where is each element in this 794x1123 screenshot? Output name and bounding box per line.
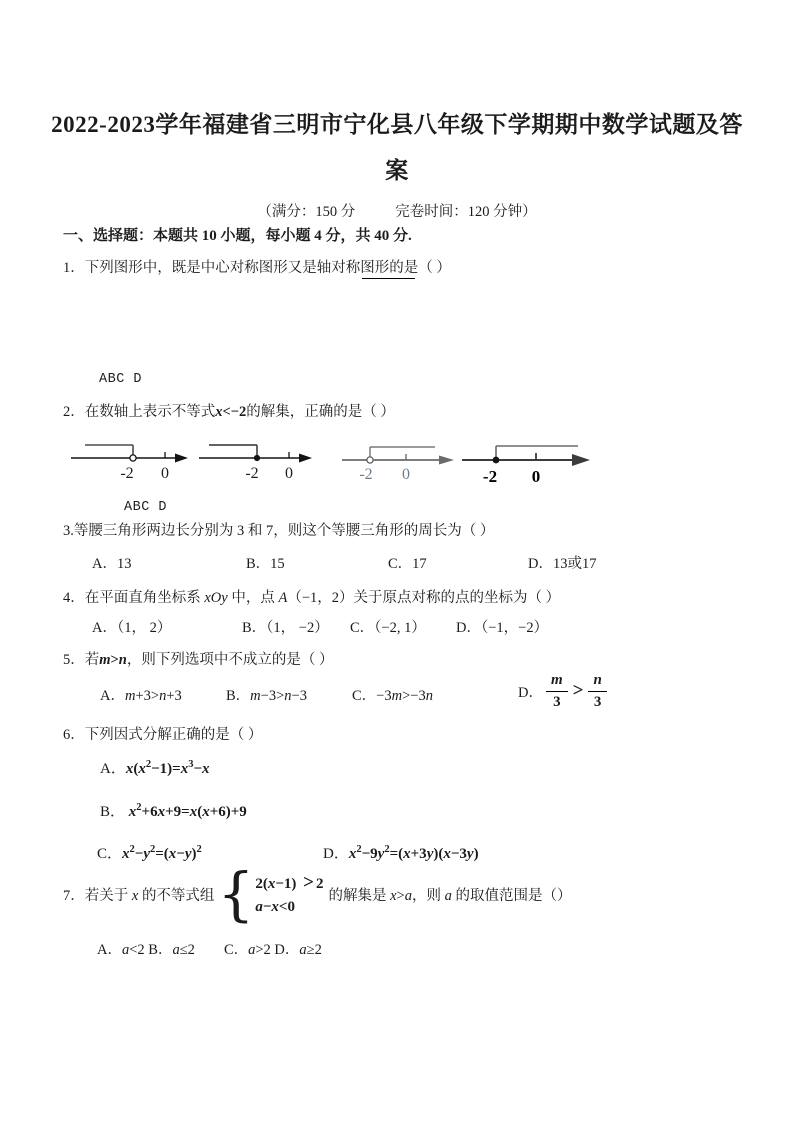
- question-6-text: 6．下列因式分解正确的是（ ）: [63, 727, 263, 743]
- q5-option-c: [352, 684, 433, 705]
- exam-title-line1: 2022-2023学年福建省三明市宁化县八年级下学期期中数学试题及答: [51, 112, 743, 137]
- formula-token: =(: [155, 846, 169, 862]
- axis-arrow: [299, 454, 312, 463]
- fraction: $\frac{m}{3}$: [546, 673, 568, 710]
- formula-token: m: [99, 652, 111, 668]
- formula-token: +6)+9: [209, 804, 247, 820]
- formula-token: ): [191, 846, 197, 862]
- q6-option-d: [323, 842, 479, 863]
- formula-token: m: [250, 688, 261, 704]
- formula-token: A．: [100, 761, 126, 777]
- formula-token: y: [377, 846, 385, 862]
- zero-label: 0: [402, 466, 410, 483]
- numberline-option-d: [460, 436, 594, 490]
- formula-token: +6: [141, 804, 158, 820]
- open-circle-endpoint: [130, 455, 136, 461]
- formula-token: x: [390, 887, 397, 904]
- open-circle-endpoint: [367, 457, 373, 463]
- formula-token: <2 B．: [129, 942, 173, 958]
- formula-token: n: [284, 688, 292, 704]
- formula-token: x: [138, 761, 146, 777]
- formula-token: xOy: [204, 590, 228, 606]
- q6-option-c: [97, 842, 202, 863]
- formula-token: x: [443, 846, 451, 862]
- formula-token: 2: [150, 844, 156, 855]
- q7-text-after: [328, 884, 571, 905]
- formula-token: a: [404, 887, 412, 904]
- formula-token: ，则下列选项中不成立的是（ ）: [126, 652, 334, 668]
- formula-token: C．−3: [352, 688, 392, 704]
- formula-token: −: [262, 899, 272, 915]
- question-3-text: 3.等腰三角形两边长分别为 3 和 7，则这个等腰三角形的周长为（ ）: [63, 523, 495, 539]
- formula-token: 2: [196, 844, 202, 855]
- formula-token: >: [396, 887, 405, 904]
- formula-token: −: [193, 761, 202, 777]
- question-2-text: [63, 400, 395, 421]
- full-score-label: （满分：150 分: [257, 204, 356, 220]
- formula-token: x: [267, 876, 276, 892]
- question-7: [63, 859, 572, 928]
- formula-token: n: [425, 688, 433, 704]
- formula-token: (: [133, 761, 139, 777]
- formula-token: 7．若关于: [63, 887, 132, 904]
- formula-token: B．: [100, 804, 129, 820]
- formula-token: x: [128, 804, 137, 820]
- formula-token: （−1，2）关于原点对称的点的坐标为（ ）: [287, 590, 561, 606]
- question-1-text: 1．下列图形中，既是中心对称图形又是轴对称图形的是（ ）: [63, 260, 451, 276]
- formula-token: −3: [291, 688, 307, 704]
- formula-token: x: [215, 404, 223, 420]
- q7-options-line: [97, 938, 322, 959]
- formula-token: 2: [384, 844, 390, 855]
- formula-token: 5．若: [63, 652, 100, 668]
- formula-token: a: [248, 942, 256, 958]
- formula-token: a: [255, 899, 263, 915]
- formula-token: <−2: [222, 404, 247, 420]
- q4-option-d: D．（−1，−2）: [456, 620, 549, 636]
- formula-token: −: [134, 846, 144, 862]
- formula-token: a: [299, 942, 307, 958]
- solid-dot-endpoint: [493, 457, 500, 464]
- formula-token: )(: [433, 846, 444, 862]
- formula-token: a: [172, 942, 180, 958]
- formula-token: x: [271, 899, 279, 915]
- formula-token: m: [124, 688, 136, 704]
- neg-two-label: -2: [245, 465, 259, 482]
- formula-token: x: [168, 846, 177, 862]
- formula-token: y: [143, 846, 150, 862]
- formula-token: B．: [226, 688, 251, 704]
- formula-token: 的不等式组: [138, 887, 215, 904]
- formula-token: 2: [315, 876, 324, 892]
- formula-token: ): [473, 846, 479, 862]
- question-5-text: [63, 648, 334, 669]
- formula-token: +3>: [135, 688, 160, 704]
- system-line-1: [255, 872, 323, 894]
- formula-token: −3: [450, 846, 467, 862]
- formula-token: [195, 942, 224, 958]
- formula-token: x: [131, 887, 139, 904]
- formula-token: A．: [97, 942, 122, 958]
- formula-token: 的取值范围是（）: [451, 887, 572, 904]
- section-heading: 一、选择题：本题共 10 小题，每小题 4 分，共 40 分.: [63, 228, 412, 244]
- question-4-text: [63, 586, 560, 607]
- neg-two-label: -2: [359, 466, 373, 483]
- zero-label: 0: [161, 465, 169, 482]
- zero-label: 0: [285, 465, 293, 482]
- q3-option-a: A．13: [92, 556, 132, 572]
- formula-token: x: [202, 804, 210, 820]
- system-line-2: [255, 899, 323, 916]
- formula-token: 3: [188, 759, 194, 770]
- axis-arrow: [439, 456, 454, 465]
- formula-token: n: [118, 652, 127, 668]
- formula-token: D．: [323, 846, 349, 862]
- q3-option-d: D．13或17: [528, 556, 597, 572]
- formula-token: (: [197, 804, 203, 820]
- formula-token: n: [159, 688, 167, 704]
- formula-token: y: [466, 846, 474, 862]
- exam-title-line2: 案: [385, 158, 409, 183]
- formula-token: m: [391, 688, 403, 704]
- formula-token: +3: [166, 688, 182, 704]
- q4-option-b: B．（1， −2）: [242, 620, 329, 636]
- q4-option-c: C．（−2, 1）: [350, 620, 426, 636]
- formula-token: 4．在平面直角坐标系: [63, 590, 205, 606]
- formula-token: 2: [129, 844, 135, 855]
- formula-token: 2: [136, 802, 142, 813]
- q3-option-b: B．15: [246, 556, 285, 572]
- formula-token: 2．在数轴上表示不等式: [63, 404, 216, 420]
- formula-token: 的解集，正确的是（ ）: [246, 404, 395, 420]
- question-2-image-placeholder: ABC D: [124, 500, 168, 515]
- solid-dot-endpoint: [254, 455, 260, 461]
- formula-token: −3>: [260, 688, 285, 704]
- neg-two-label: -2: [482, 467, 498, 486]
- formula-token: x: [180, 761, 189, 777]
- formula-token: −: [176, 846, 185, 862]
- formula-token: >−3: [402, 688, 426, 704]
- formula-token: x: [348, 846, 357, 862]
- formula-token: +9=: [165, 804, 190, 820]
- neg-two-label: -2: [120, 465, 134, 482]
- numberline-option-a: [66, 436, 190, 486]
- q5-option-d: [518, 668, 610, 714]
- q3-option-c: C．17: [388, 556, 427, 572]
- numberline-option-c: [340, 438, 458, 488]
- formula-token: >: [572, 680, 584, 701]
- formula-token: D．: [518, 684, 543, 701]
- fraction: $\frac{n}{3}$: [588, 673, 606, 710]
- formula-token: a: [121, 942, 130, 958]
- formula-token: x: [189, 804, 198, 820]
- formula-token: C．: [223, 942, 249, 958]
- q5-option-a: [100, 684, 182, 705]
- formula-token: x: [403, 846, 411, 862]
- numberline-option-b: [196, 436, 314, 486]
- q6-option-b: [100, 800, 247, 821]
- q4-option-a: A．（1， 2）: [92, 620, 172, 636]
- formula-token: 2(: [255, 876, 268, 892]
- inequality-system: [255, 872, 323, 916]
- question-1-underline: [362, 278, 415, 279]
- q7-text-before: [63, 884, 214, 905]
- formula-token: x: [202, 761, 210, 777]
- system-brace: {: [217, 859, 255, 928]
- formula-token: a: [444, 887, 452, 904]
- formula-token: +3: [410, 846, 427, 862]
- formula-token: x: [125, 761, 134, 777]
- formula-token: >: [110, 652, 119, 668]
- formula-token: y: [426, 846, 434, 862]
- exam-meta: [0, 200, 794, 221]
- formula-token: −1)=: [151, 761, 181, 777]
- formula-token: −9: [361, 846, 378, 862]
- formula-token: =(: [389, 846, 404, 862]
- formula-token: C．: [97, 846, 123, 862]
- q6-option-a: [100, 757, 210, 778]
- formula-token: ≥2: [306, 942, 322, 958]
- formula-token: A: [278, 590, 288, 606]
- axis-arrow: [572, 454, 590, 466]
- formula-token: x: [122, 846, 130, 862]
- axis-arrow: [175, 454, 188, 463]
- time-limit-label: 完卷时间：120 分钟）: [395, 204, 537, 220]
- question-1-image-placeholder: ABC D: [99, 372, 143, 387]
- formula-token: >: [298, 872, 314, 893]
- formula-token: x: [157, 804, 166, 820]
- formula-token: <0: [278, 899, 295, 915]
- formula-token: ，则: [411, 887, 445, 904]
- formula-token: 2: [356, 844, 362, 855]
- zero-label: 0: [531, 467, 541, 486]
- formula-token: >2 D．: [255, 942, 300, 958]
- formula-token: 的解集是: [328, 887, 391, 904]
- formula-token: 2: [145, 759, 152, 770]
- formula-token: ≤2: [179, 942, 195, 958]
- formula-token: −1): [275, 876, 297, 892]
- formula-token: A．: [100, 688, 125, 704]
- formula-token: 中，点: [227, 590, 279, 606]
- q5-option-b: [226, 684, 307, 705]
- formula-token: y: [184, 846, 192, 862]
